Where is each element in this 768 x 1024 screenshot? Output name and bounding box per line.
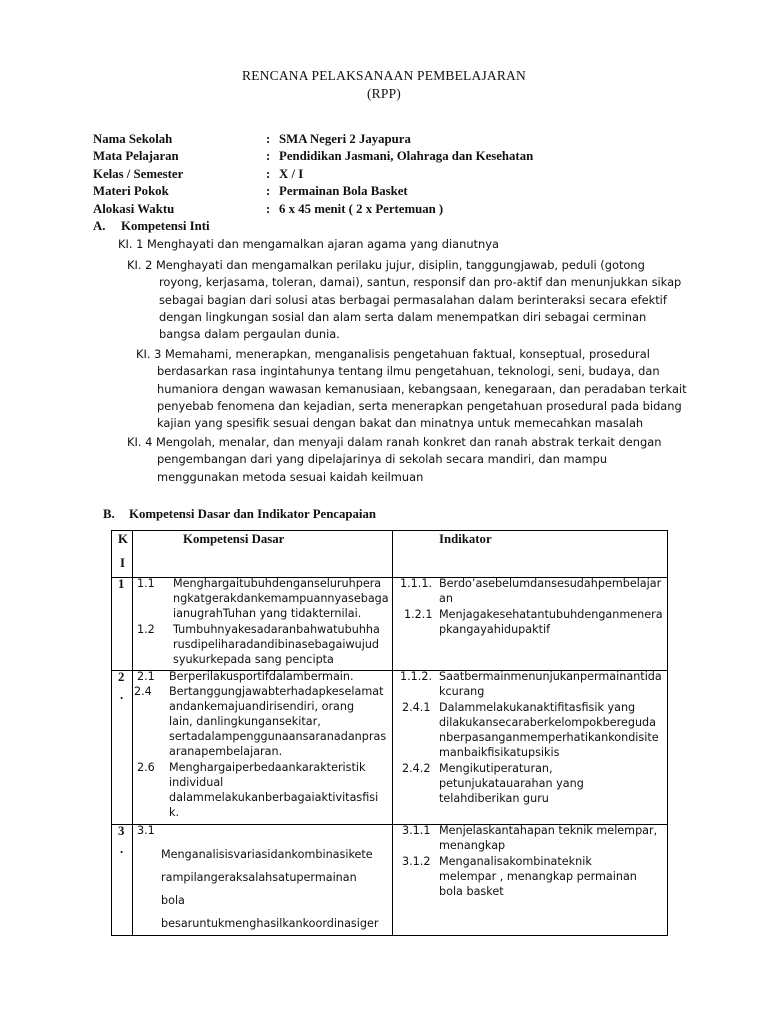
kd-line: aranapembelajaran.: [169, 745, 283, 758]
kd-line: syukurkepada sang pencipta: [173, 653, 334, 666]
info-value: SMA Negeri 2 Jayapura: [279, 132, 411, 146]
ki-line: KI. 2 Menghayati dan mengamalkan perilaku jujur, disiplin, tanggungjawab, peduli (gotong: [127, 258, 645, 272]
info-colon: :: [266, 149, 271, 163]
indicator-number: 1.1.2.: [400, 670, 433, 683]
kd-line: ianugrahTuhan yang tidakternilai.: [173, 607, 362, 620]
ki-line: berdasarkan rasa ingintahunya tentang ilmu pengetahuan, teknologi, seni, budaya, dan: [157, 364, 660, 379]
ki-number-cell: [112, 825, 133, 936]
kd-line: rusdipeliharadandibinasebagaiwujud: [173, 638, 380, 651]
info-label: Nama Sekolah: [93, 132, 173, 146]
indicator-number: 2.4.2: [402, 762, 431, 775]
document-title: RENCANA PELAKSANAAN PEMBELAJARAN: [242, 68, 526, 83]
ki-3: [136, 346, 687, 432]
info-colon: :: [266, 184, 271, 198]
ki-line: dengan lingkungan sosial dan alam serta dalam menempatkan diri sebagai cerminan: [159, 309, 647, 324]
indicator-line: pkangayahidupaktif: [439, 623, 551, 636]
indicator-line: Menjelaskantahapan teknik melempar,: [439, 824, 658, 837]
info-colon: :: [266, 167, 271, 181]
kd-line: ngkatgerakdankemampuannyasebaga: [173, 592, 389, 605]
info-colon: :: [266, 132, 271, 146]
kd-cell: [133, 671, 393, 825]
info-row-class: [93, 166, 693, 183]
kd-line: Berperilakusportifdalambermain.: [169, 670, 354, 683]
ki-line: pengembangan dari yang dipelajarinya di sekolah secara mandiri, dan mampu: [157, 452, 608, 467]
kd-number: 2.1: [137, 670, 155, 683]
info-label: Kelas / Semester: [93, 167, 184, 181]
kd-number: 2.6: [137, 761, 155, 774]
kd-number: 3.1: [137, 824, 155, 837]
indicator-line: manbaikfisikatupsikis: [439, 746, 560, 759]
ki-line: kajian yang spesifik sesuai dengan bakat dan minatnya untuk memecahkan masalah: [157, 416, 644, 431]
kd-number: 1.1: [137, 577, 155, 590]
kd-line: Tumbuhnyakesadaranbahwatubuhha: [173, 623, 380, 636]
kd-line: sertadalampenggunaansaranadanpras: [169, 730, 387, 743]
kd-line: bola: [161, 894, 185, 907]
kd-line: dalammelakukanberbagaiaktivitasfisi: [169, 791, 379, 804]
table-row: [112, 578, 668, 671]
info-value: X / I: [279, 167, 304, 181]
info-label: Alokasi Waktu: [93, 202, 175, 216]
indicator-line: Mengikutiperaturan,: [439, 762, 553, 775]
indicator-cell: [393, 825, 668, 936]
info-label: Materi Pokok: [93, 184, 169, 198]
indicator-line: Menganalisakombinateknik: [439, 855, 592, 868]
section-b-letter: B.: [103, 507, 115, 521]
info-row-time: [93, 201, 693, 218]
ki-number-dot: .: [120, 842, 124, 856]
kd-line: individual: [169, 776, 224, 789]
indicator-line: telahdiberikan guru: [439, 792, 549, 805]
header-ki-cell: [112, 531, 133, 578]
header-ind-text: Indikator: [439, 532, 492, 546]
ki-line: KI. 3 Memahami, menerapkan, menganalisis pengetahuan faktual, konseptual, prosedural: [136, 347, 650, 361]
section-b-title: Kompetensi Dasar dan Indikator Pencapaian: [129, 507, 376, 521]
section-a-title: Kompetensi Inti: [121, 219, 210, 233]
kd-line: besaruntukmenghasilkankoordinasiger: [161, 917, 379, 930]
ki-number: 2: [118, 670, 125, 684]
kd-line: k.: [169, 806, 180, 819]
ki-line: menggunakan metoda sesuai kaidah keilmuan: [157, 469, 424, 484]
header-kd-text: Kompetensi Dasar: [183, 532, 285, 546]
indicator-cell: [393, 578, 668, 671]
indicator-line: petunjukatauarahan yang: [439, 777, 584, 790]
kd-number: 2.4: [134, 685, 152, 698]
kd-cell: [133, 578, 393, 671]
indicator-number: 1.2.1: [404, 608, 433, 621]
ki-line: royong, kerjasama, toleran, damai), santun, responsif dan pro-aktif dan menunjukkan sikap: [159, 275, 682, 290]
indicator-line: Saatbermainmenunjukanpermainantida: [439, 670, 662, 683]
indicator-cell: [393, 671, 668, 825]
indicator-line: nberpasanganmemperhatikankondisite: [439, 731, 659, 744]
info-row-topic: [93, 183, 693, 200]
info-row-school: [93, 131, 693, 148]
ki-1: [118, 236, 678, 253]
indicator-number: 1.1.1.: [400, 577, 433, 590]
indicator-line: kcurang: [439, 685, 485, 698]
ki-line: penyebab fenomena dan kejadian, serta menerapkan pengetahuan prosedural pada bidang: [157, 398, 682, 413]
ki-4: [127, 434, 674, 486]
indicator-number: 3.1.2: [402, 855, 431, 868]
ki-number: 1: [118, 577, 125, 591]
kd-cell: [133, 825, 393, 936]
kd-indicator-table: [111, 530, 668, 936]
header-ind-cell: [393, 531, 668, 578]
ki-number-cell: [112, 578, 133, 671]
ki-line: bangsa dalam pergaulan dunia.: [159, 327, 340, 342]
kd-line: rampilangeraksalahsatupermainan: [161, 871, 357, 884]
ki-line: sebagai bagian dari solusi atas berbagai permasalahan dalam berinteraksi secara efektif: [159, 292, 667, 307]
document-subtitle: (RPP): [366, 86, 401, 101]
indicator-line: bola basket: [439, 885, 504, 898]
section-a-letter: A.: [93, 219, 106, 233]
header-ki-text: I: [120, 556, 125, 570]
kd-line: andankemajuandirisendiri, orang: [169, 700, 355, 713]
ki-line: humaniora dengan wawasan kemanusiaan, kebangsaan, kenegaraan, dan peradaban terkait: [157, 381, 687, 396]
info-value: Permainan Bola Basket: [279, 184, 408, 198]
indicator-number: 3.1.1: [402, 824, 431, 837]
indicator-line: menangkap: [439, 839, 506, 852]
indicator-number: 2.4.1: [402, 701, 431, 714]
indicator-line: an: [439, 592, 453, 605]
info-value: 6 x 45 menit ( 2 x Pertemuan ): [279, 202, 444, 216]
ki-line: KI. 1 Menghayati dan mengamalkan ajaran agama yang dianutnya: [118, 237, 499, 251]
indicator-line: melempar , menangkap permainan: [439, 870, 637, 883]
info-row-subject: [93, 148, 693, 165]
header-ki-text: K: [118, 532, 128, 546]
kd-line: lain, danlingkungansekitar,: [169, 715, 321, 728]
header-kd-cell: [133, 531, 393, 578]
table-header-row: [112, 531, 668, 578]
ki-line: KI. 4 Mengolah, menalar, dan menyaji dalam ranah konkret dan ranah abstrak terkait dengan: [127, 435, 662, 449]
ki-2: [127, 257, 682, 343]
table-row: [112, 671, 668, 825]
kd-line: Menganalisisvariasidankombinasikete: [161, 848, 373, 861]
indicator-line: Dalammelakukanaktifitasfisik yang: [439, 701, 636, 714]
ki-number-dot: .: [120, 688, 124, 702]
ki-number-cell: [112, 671, 133, 825]
info-colon: :: [266, 202, 271, 216]
indicator-line: dilakukansecaraberkelompokbereguda: [439, 716, 656, 729]
ki-number: 3: [118, 824, 125, 838]
table-row: [112, 825, 668, 936]
indicator-line: Menjagakesehatantubuhdenganmenera: [439, 608, 663, 621]
info-label: Mata Pelajaran: [93, 149, 179, 163]
kd-line: Menghargaiperbedaankarakteristik: [169, 761, 366, 774]
kd-line: Menghargaitubuhdenganseluruhpera: [173, 577, 382, 590]
kd-line: Bertanggungjawabterhadapkeselamat: [169, 685, 384, 698]
indicator-line: Berdo’asebelumdansesudahpembelajar: [439, 577, 662, 590]
info-value: Pendidikan Jasmani, Olahraga dan Kesehatan: [279, 149, 534, 163]
kd-number: 1.2: [137, 623, 155, 636]
